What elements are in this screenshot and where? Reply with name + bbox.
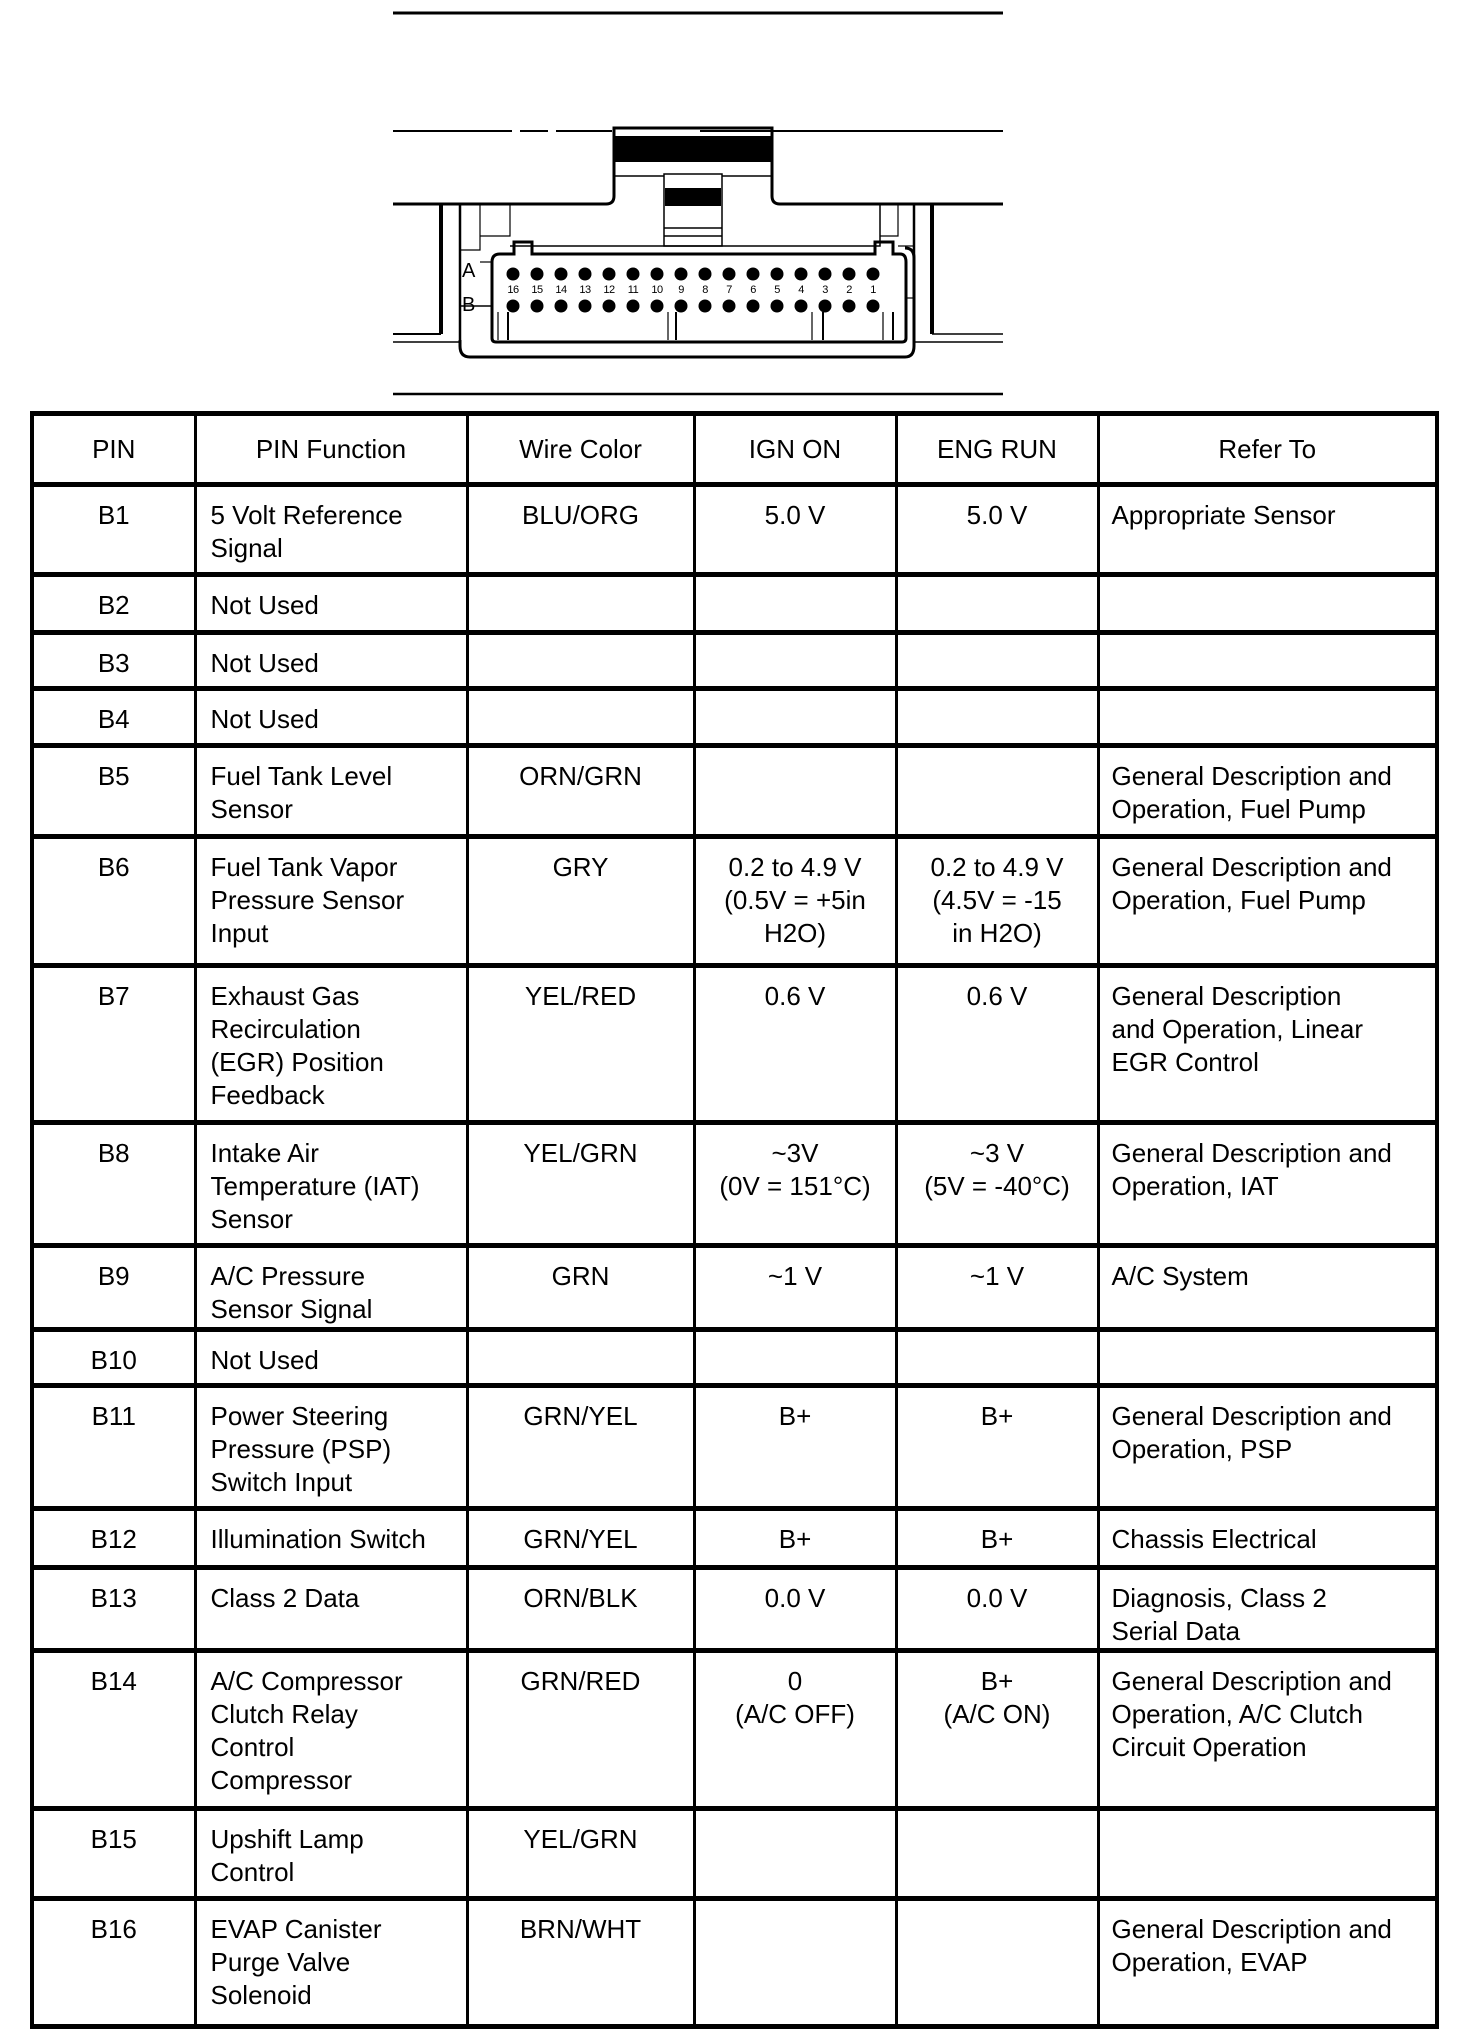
cell-pin-function-line: A/C Compressor bbox=[210, 1666, 403, 1696]
cell-pin-function-line: Input bbox=[210, 918, 269, 948]
cell-pin: B9 bbox=[32, 1246, 195, 1330]
cell-ign-on-line: ~3V bbox=[771, 1138, 819, 1168]
cell-eng-run-line: B+ bbox=[980, 1524, 1014, 1554]
cell-eng-run bbox=[896, 1651, 1098, 1809]
cell-pin-function bbox=[195, 1651, 467, 1809]
cell-eng-run-line: B+ bbox=[980, 1666, 1014, 1696]
cell-refer-to-line: Circuit Operation bbox=[1111, 1732, 1307, 1762]
cell-refer-to bbox=[1098, 575, 1437, 633]
cell-eng-run-line: 0.6 V bbox=[966, 981, 1028, 1011]
cell-wire-color: YEL/RED bbox=[467, 966, 694, 1123]
cell-pin-function-line: EVAP Canister bbox=[210, 1914, 382, 1944]
row-b-label: B bbox=[462, 294, 476, 316]
cell-refer-to-line: Operation, IAT bbox=[1111, 1171, 1279, 1201]
cell-refer-to-line: Operation, A/C Clutch bbox=[1111, 1699, 1363, 1729]
pin-number-label: 13 bbox=[579, 284, 591, 296]
cell-refer-to-line: Diagnosis, Class 2 bbox=[1111, 1583, 1327, 1613]
header-eng-run: ENG RUN bbox=[896, 414, 1098, 485]
cell-wire-color: GRN bbox=[467, 1246, 694, 1330]
cell-refer-to-line: Chassis Electrical bbox=[1111, 1524, 1317, 1554]
pin-number-label: 1 bbox=[870, 284, 876, 296]
table-row bbox=[32, 689, 1437, 746]
cell-pin-function-line: Pressure Sensor bbox=[210, 885, 405, 915]
cell-pin-function-line: Fuel Tank Vapor bbox=[210, 852, 398, 882]
cell-refer-to-line: Operation, EVAP bbox=[1111, 1947, 1308, 1977]
cell-refer-to bbox=[1098, 485, 1437, 575]
cell-ign-on bbox=[694, 837, 896, 966]
cell-refer-to bbox=[1098, 1246, 1437, 1330]
cell-ign-on bbox=[694, 689, 896, 746]
cell-ign-on-line: H2O) bbox=[763, 918, 827, 948]
cell-pin-function bbox=[195, 966, 467, 1123]
cell-pin: B6 bbox=[32, 837, 195, 966]
cell-wire-color: BRN/WHT bbox=[467, 1899, 694, 2027]
cell-pin-function-line: Solenoid bbox=[210, 1980, 312, 2010]
table-row bbox=[32, 837, 1437, 966]
cell-pin: B1 bbox=[32, 485, 195, 575]
cell-pin-function bbox=[195, 1509, 467, 1568]
cell-eng-run bbox=[896, 689, 1098, 746]
cell-pin-function-line: Class 2 Data bbox=[210, 1583, 360, 1613]
cell-pin-function bbox=[195, 746, 467, 837]
table-row bbox=[32, 485, 1437, 575]
cell-eng-run bbox=[896, 1386, 1098, 1509]
cell-eng-run-line: in H2O) bbox=[952, 918, 1042, 948]
cell-eng-run bbox=[896, 966, 1098, 1123]
connector-diagram bbox=[0, 0, 1472, 400]
cell-pin: B2 bbox=[32, 575, 195, 633]
header-ign-on: IGN ON bbox=[694, 414, 896, 485]
cell-pin-function-line: A/C Pressure bbox=[210, 1261, 366, 1291]
cell-ign-on bbox=[694, 1899, 896, 2027]
cell-refer-to-line: EGR Control bbox=[1111, 1047, 1259, 1077]
table-row bbox=[32, 1809, 1437, 1899]
cell-refer-to-line: Serial Data bbox=[1111, 1616, 1241, 1646]
cell-eng-run bbox=[896, 633, 1098, 689]
cell-wire-color: ORN/BLK bbox=[467, 1568, 694, 1651]
cell-pin-function-line: Not Used bbox=[210, 648, 319, 678]
cell-pin-function-line: Signal bbox=[210, 533, 283, 563]
cell-ign-on bbox=[694, 633, 896, 689]
table-row bbox=[32, 1651, 1437, 1809]
cell-pin-function bbox=[195, 575, 467, 633]
cell-refer-to bbox=[1098, 689, 1437, 746]
cell-ign-on-line: (0.5V = +5in bbox=[724, 885, 866, 915]
cell-eng-run bbox=[896, 575, 1098, 633]
cell-eng-run-line: (5V = -40°C) bbox=[924, 1171, 1070, 1201]
cell-pin-function-line: Not Used bbox=[210, 704, 319, 734]
cell-pin-function-line: Not Used bbox=[210, 1345, 319, 1375]
cell-pin-function-line: Sensor Signal bbox=[210, 1294, 373, 1324]
cell-refer-to-line: General Description and bbox=[1111, 852, 1392, 882]
cell-pin-function bbox=[195, 633, 467, 689]
cell-eng-run bbox=[896, 1509, 1098, 1568]
cell-pin-function bbox=[195, 1123, 467, 1246]
cell-pin-function bbox=[195, 1330, 467, 1386]
cell-eng-run-line: ~1 V bbox=[969, 1261, 1025, 1291]
cell-ign-on bbox=[694, 1809, 896, 1899]
cell-wire-color: GRN/YEL bbox=[467, 1509, 694, 1568]
cell-refer-to bbox=[1098, 1651, 1437, 1809]
cell-pin-function-line: Intake Air bbox=[210, 1138, 319, 1168]
cell-pin-function-line: Fuel Tank Level bbox=[210, 761, 393, 791]
cell-refer-to bbox=[1098, 966, 1437, 1123]
cell-eng-run bbox=[896, 1246, 1098, 1330]
cell-ign-on bbox=[694, 746, 896, 837]
table-row bbox=[32, 1386, 1437, 1509]
cell-refer-to bbox=[1098, 1899, 1437, 2027]
cell-ign-on-line: (0V = 151°C) bbox=[719, 1171, 871, 1201]
cell-pin-function bbox=[195, 1809, 467, 1899]
cell-pin-function-line: Recirculation bbox=[210, 1014, 361, 1044]
pin-number-label: 8 bbox=[702, 284, 708, 296]
pin-number-label: 7 bbox=[726, 284, 732, 296]
cell-pin-function bbox=[195, 837, 467, 966]
cell-ign-on bbox=[694, 1568, 896, 1651]
cell-refer-to-line: General Description and bbox=[1111, 1666, 1392, 1696]
pin-number-label: 11 bbox=[627, 284, 639, 296]
cell-refer-to-line: Operation, Fuel Pump bbox=[1111, 885, 1366, 915]
cell-pin: B4 bbox=[32, 689, 195, 746]
cell-pin: B8 bbox=[32, 1123, 195, 1246]
header-wire-color: Wire Color bbox=[467, 414, 694, 485]
pin-number-label: 2 bbox=[846, 284, 852, 296]
cell-refer-to bbox=[1098, 837, 1437, 966]
cell-pin-function-line: Clutch Relay bbox=[210, 1699, 358, 1729]
cell-wire-color bbox=[467, 633, 694, 689]
cell-eng-run-line: (A/C ON) bbox=[943, 1699, 1051, 1729]
cell-wire-color: GRN/RED bbox=[467, 1651, 694, 1809]
cell-ign-on-line: 5.0 V bbox=[764, 500, 826, 530]
table-row bbox=[32, 1568, 1437, 1651]
pin-number-label: 9 bbox=[678, 284, 684, 296]
cell-pin-function-line: Exhaust Gas bbox=[210, 981, 360, 1011]
cell-eng-run-line: 5.0 V bbox=[966, 500, 1028, 530]
pin-number-label: 16 bbox=[507, 284, 519, 296]
cell-pin-function-line: Compressor bbox=[210, 1765, 353, 1795]
cell-pin-function-line: Sensor bbox=[210, 794, 293, 824]
cell-ign-on bbox=[694, 1651, 896, 1809]
cell-eng-run-line: 0.0 V bbox=[966, 1583, 1028, 1613]
cell-eng-run-line: B+ bbox=[980, 1401, 1014, 1431]
table-header-row bbox=[32, 414, 1437, 485]
header-pin-function: PIN Function bbox=[195, 414, 467, 485]
cell-wire-color: GRY bbox=[467, 837, 694, 966]
cell-ign-on bbox=[694, 575, 896, 633]
cell-eng-run bbox=[896, 485, 1098, 575]
cell-eng-run-line: ~3 V bbox=[969, 1138, 1025, 1168]
cell-pin-function bbox=[195, 1386, 467, 1509]
cell-refer-to-line: Operation, PSP bbox=[1111, 1434, 1293, 1464]
cell-ign-on bbox=[694, 1386, 896, 1509]
cell-eng-run-line: 0.2 to 4.9 V bbox=[930, 852, 1064, 882]
pin-number-label: 15 bbox=[531, 284, 543, 296]
table-row bbox=[32, 633, 1437, 689]
cell-refer-to bbox=[1098, 1386, 1437, 1509]
cell-ign-on bbox=[694, 966, 896, 1123]
table-row bbox=[32, 1330, 1437, 1386]
cell-refer-to bbox=[1098, 1809, 1437, 1899]
row-a-label: A bbox=[462, 260, 476, 282]
cell-refer-to-line: and Operation, Linear bbox=[1111, 1014, 1364, 1044]
cell-pin-function-line: Sensor bbox=[210, 1204, 293, 1234]
cell-wire-color: YEL/GRN bbox=[467, 1123, 694, 1246]
cell-ign-on bbox=[694, 485, 896, 575]
cell-pin: B11 bbox=[32, 1386, 195, 1509]
cell-pin-function-line: Power Steering bbox=[210, 1401, 389, 1431]
cell-ign-on bbox=[694, 1246, 896, 1330]
cell-ign-on-line: (A/C OFF) bbox=[735, 1699, 855, 1729]
cell-eng-run bbox=[896, 1330, 1098, 1386]
cell-pin-function-line: Feedback bbox=[210, 1080, 325, 1110]
cell-eng-run bbox=[896, 837, 1098, 966]
pinout-table bbox=[30, 411, 1439, 2029]
cell-ign-on-line: 0 bbox=[787, 1666, 803, 1696]
cell-pin: B5 bbox=[32, 746, 195, 837]
cell-pin-function-line: Control bbox=[210, 1857, 295, 1887]
cell-pin-function-line: Pressure (PSP) bbox=[210, 1434, 392, 1464]
pin-number-label: 14 bbox=[555, 284, 567, 296]
connector-drawing bbox=[0, 0, 1472, 400]
pin-number-label: 5 bbox=[774, 284, 780, 296]
cell-refer-to bbox=[1098, 1568, 1437, 1651]
cell-refer-to-line: Operation, Fuel Pump bbox=[1111, 794, 1366, 824]
cell-ign-on bbox=[694, 1330, 896, 1386]
cell-pin: B7 bbox=[32, 966, 195, 1123]
cell-refer-to-line: A/C System bbox=[1111, 1261, 1249, 1291]
table-row bbox=[32, 1509, 1437, 1568]
cell-pin: B16 bbox=[32, 1899, 195, 2027]
cell-pin-function-line: Control bbox=[210, 1732, 295, 1762]
cell-pin: B14 bbox=[32, 1651, 195, 1809]
cell-pin-function-line: Purge Valve bbox=[210, 1947, 351, 1977]
cell-pin: B10 bbox=[32, 1330, 195, 1386]
cell-ign-on-line: 0.2 to 4.9 V bbox=[728, 852, 862, 882]
cell-eng-run bbox=[896, 1809, 1098, 1899]
header-refer-to: Refer To bbox=[1098, 414, 1437, 485]
cell-pin-function bbox=[195, 1899, 467, 2027]
cell-ign-on bbox=[694, 1509, 896, 1568]
header-pin: PIN bbox=[32, 414, 195, 485]
cell-pin-function-line: (EGR) Position bbox=[210, 1047, 384, 1077]
cell-ign-on-line: 0.0 V bbox=[764, 1583, 826, 1613]
table-row bbox=[32, 1246, 1437, 1330]
cell-refer-to bbox=[1098, 1330, 1437, 1386]
cell-wire-color: YEL/GRN bbox=[467, 1809, 694, 1899]
cell-pin-function bbox=[195, 689, 467, 746]
cell-refer-to-line: General Description and bbox=[1111, 1401, 1392, 1431]
cell-wire-color: BLU/ORG bbox=[467, 485, 694, 575]
pin-number-label: 4 bbox=[798, 284, 804, 296]
cell-refer-to-line: General Description and bbox=[1111, 1138, 1392, 1168]
table-row bbox=[32, 966, 1437, 1123]
cell-pin: B15 bbox=[32, 1809, 195, 1899]
cell-eng-run bbox=[896, 1123, 1098, 1246]
table-row bbox=[32, 1123, 1437, 1246]
table-body bbox=[32, 485, 1437, 2027]
cell-pin: B12 bbox=[32, 1509, 195, 1568]
pin-number-label: 10 bbox=[651, 284, 663, 296]
pin-number-label: 12 bbox=[603, 284, 615, 296]
cell-refer-to-line: Appropriate Sensor bbox=[1111, 500, 1336, 530]
cell-eng-run bbox=[896, 1899, 1098, 2027]
cell-eng-run bbox=[896, 746, 1098, 837]
cell-pin-function-line: Upshift Lamp bbox=[210, 1824, 364, 1854]
cell-ign-on-line: 0.6 V bbox=[764, 981, 826, 1011]
table-row bbox=[32, 1899, 1437, 2027]
cell-ign-on-line: B+ bbox=[778, 1524, 812, 1554]
cell-eng-run bbox=[896, 1568, 1098, 1651]
pin-number-label: 3 bbox=[822, 284, 828, 296]
cell-ign-on-line: ~1 V bbox=[767, 1261, 823, 1291]
cell-wire-color bbox=[467, 575, 694, 633]
cell-pin-function bbox=[195, 1246, 467, 1330]
cell-pin-function bbox=[195, 485, 467, 575]
cell-refer-to-line: General Description and bbox=[1111, 1914, 1392, 1944]
cell-pin-function-line: Temperature (IAT) bbox=[210, 1171, 420, 1201]
cell-refer-to bbox=[1098, 633, 1437, 689]
cell-refer-to-line: General Description and bbox=[1111, 761, 1392, 791]
cell-wire-color: GRN/YEL bbox=[467, 1386, 694, 1509]
cell-eng-run-line: (4.5V = -15 bbox=[932, 885, 1062, 915]
cell-ign-on bbox=[694, 1123, 896, 1246]
cell-ign-on-line: B+ bbox=[778, 1401, 812, 1431]
cell-wire-color bbox=[467, 1330, 694, 1386]
cell-pin: B13 bbox=[32, 1568, 195, 1651]
cell-refer-to bbox=[1098, 1509, 1437, 1568]
cell-pin-function-line: Illumination Switch bbox=[210, 1524, 426, 1554]
pin-number-label: 6 bbox=[750, 284, 756, 296]
table-row bbox=[32, 575, 1437, 633]
cell-pin-function-line: Switch Input bbox=[210, 1467, 353, 1497]
cell-pin-function-line: Not Used bbox=[210, 590, 319, 620]
cell-wire-color: ORN/GRN bbox=[467, 746, 694, 837]
cell-pin: B3 bbox=[32, 633, 195, 689]
cell-wire-color bbox=[467, 689, 694, 746]
table-row bbox=[32, 746, 1437, 837]
cell-refer-to bbox=[1098, 1123, 1437, 1246]
cell-refer-to bbox=[1098, 746, 1437, 837]
cell-refer-to-line: General Description bbox=[1111, 981, 1342, 1011]
cell-pin-function bbox=[195, 1568, 467, 1651]
cell-pin-function-line: 5 Volt Reference bbox=[210, 500, 403, 530]
